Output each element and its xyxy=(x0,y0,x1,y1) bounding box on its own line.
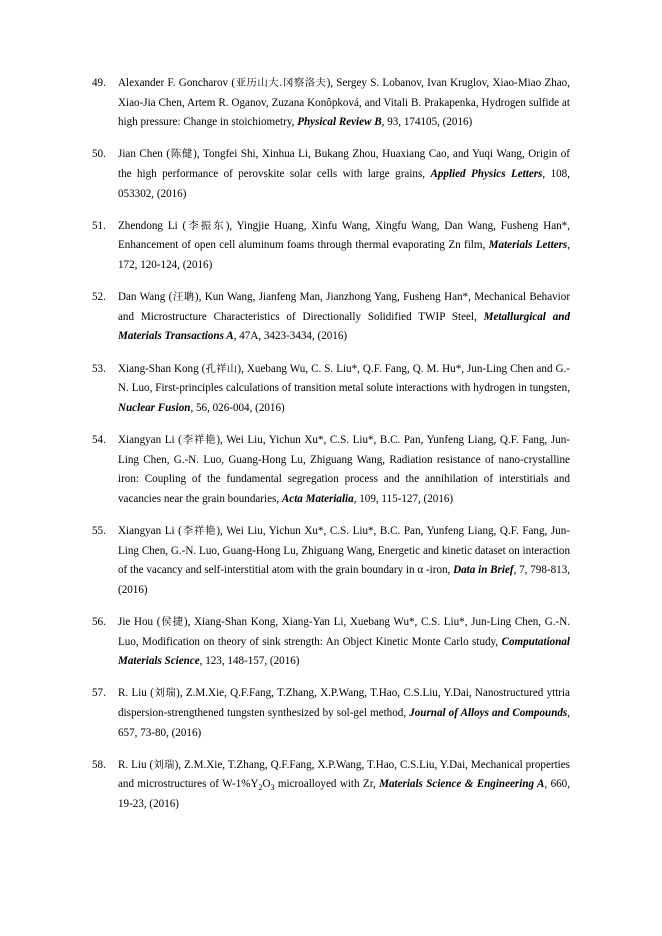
reference-chinese-name: 李祥艳 xyxy=(181,524,217,537)
reference-authors-prefix: Xiangyan Li ( xyxy=(118,524,182,537)
reference-authors-prefix: R. Liu ( xyxy=(118,687,154,700)
reference-entry-55 xyxy=(92,522,570,601)
reference-journal-name: Journal of Alloys and Compounds xyxy=(409,706,568,719)
reference-text xyxy=(118,613,570,672)
reference-text xyxy=(118,145,570,204)
reference-citation-tail: , 47A, 3423-3434, (2016) xyxy=(233,330,348,343)
chemical-element-oxygen: O xyxy=(262,778,271,791)
reference-chinese-name: 侯捷 xyxy=(160,615,184,628)
reference-citation-tail: , 109, 115-127, (2016) xyxy=(353,492,454,505)
reference-citation-tail: , 108, 053302, (2016) xyxy=(118,168,570,200)
reference-entry-57 xyxy=(92,684,570,743)
reference-chinese-name: 李振东 xyxy=(186,219,226,232)
reference-number: 57. xyxy=(92,687,106,700)
reference-entry-52 xyxy=(92,288,570,347)
reference-journal-name: Materials Science & Engineering A xyxy=(379,778,545,791)
reference-text xyxy=(118,684,570,743)
reference-authors-title: ), Kun Wang, Jianfeng Man, Jianzhong Yang, Fusheng Han*, Mechanical Behavior and Microstructure Characteristics of Directionally Solidified TWIP Steel, xyxy=(118,291,571,323)
reference-journal-name: Materials Letters xyxy=(488,239,568,252)
reference-authors-title: ), Wei Liu, Yichun Xu*, C.S. Liu*, B.C. Pan, Yunfeng Liang, Q.F. Fang, Jun-Ling Chen, G.-N. Luo, Guang-Hong Lu, Zhiguang Wang, Energetic and kinetic dataset on interaction of the vacancy and self-interstitial atom with the grain boundary in α -iron, xyxy=(118,524,571,577)
reference-text xyxy=(118,74,570,133)
reference-chinese-name: 刘瑞 xyxy=(153,687,177,700)
reference-chinese-name: 汪聃 xyxy=(172,291,195,304)
reference-authors-title: ), Tongfei Shi, Xinhua Li, Bukang Zhou, Huaxiang Cao, and Yuqi Wang, Origin of the high performance of perovskite solar cells with large grains, xyxy=(118,148,571,180)
reference-journal-name: Applied Physics Letters xyxy=(430,168,543,180)
reference-citation-tail: , 7, 798-813, (2016) xyxy=(118,564,571,596)
chemical-subscript-yttrium: 2 xyxy=(258,783,263,793)
reference-entry-49 xyxy=(92,74,570,133)
reference-title-continued: microalloyed with Zr, xyxy=(274,778,380,791)
publication-reference-list xyxy=(92,74,570,815)
reference-chinese-name: 李祥艳 xyxy=(181,433,217,446)
reference-authors-title: ), Z.M.Xie, Q.F.Fang, T.Zhang, X.P.Wang, T.Hao, C.S.Liu, Y.Dai, Nanostructured yttria dispersion-strengthened tungsten synthesized by sol-gel method, xyxy=(118,687,570,719)
reference-authors-title: ), Z.M.Xie, T.Zhang, Q.F.Fang, X.P.Wang, T.Hao, C.S.Liu, Y.Dai, Mechanical properties and microstructures of W-1%Y xyxy=(118,758,570,791)
reference-entry-58 xyxy=(92,756,570,815)
reference-entry-56 xyxy=(92,613,570,672)
reference-journal-name: Computational Materials Science xyxy=(118,635,570,668)
reference-authors-title: ), Wei Liu, Yichun Xu*, C.S. Liu*, B.C. Pan, Yunfeng Liang, Q.F. Fang, Jun-Ling Chen, G.-N. Luo, Guang-Hong Lu, Zhiguang Wang, Radiation resistance of nano-crystalline iron: Coupling of the fundamental segregation process and the annihilation of interstitials and vacancies near the grain boundaries, xyxy=(118,433,571,505)
reference-authors-title: ), Xiang-Shan Kong, Xiang-Yan Li, Xuebang Wu*, C.S. Liu*, Jun-Ling Chen, G.-N. Luo, Modification on theory of sink strength: An Object Kinetic Monte Carlo study, xyxy=(118,615,570,648)
reference-authors-prefix: Alexander F. Goncharov ( xyxy=(118,77,236,89)
reference-citation-tail: , 93, 174105, (2016) xyxy=(381,116,473,129)
chemical-subscript-oxygen: 3 xyxy=(270,783,275,793)
reference-entry-51 xyxy=(92,217,570,276)
reference-journal-name: Data in Brief xyxy=(453,564,514,577)
reference-number: 56. xyxy=(92,615,106,628)
reference-chinese-name: 刘瑞 xyxy=(153,758,175,771)
reference-number: 51. xyxy=(92,219,106,232)
reference-number: 55. xyxy=(92,524,106,537)
reference-entry-53 xyxy=(92,360,570,419)
reference-authors-prefix: Xiangyan Li ( xyxy=(118,433,182,446)
reference-authors-title: ), Yingjie Huang, Xinfu Wang, Xingfu Wang, Dan Wang, Fusheng Han*, Enhancement of open cell aluminum foams through thermal evaporating Zn film, xyxy=(118,219,570,252)
reference-text xyxy=(118,522,570,601)
reference-text xyxy=(118,360,570,419)
reference-authors-prefix: Dan Wang ( xyxy=(118,291,173,304)
reference-entry-50 xyxy=(92,145,570,204)
reference-number: 54. xyxy=(92,433,106,446)
reference-text xyxy=(118,217,570,276)
reference-journal-name: Nuclear Fusion xyxy=(118,401,191,414)
reference-citation-tail: , 56, 026-004, (2016) xyxy=(190,401,285,414)
reference-journal-name: Metallurgical and Materials Transactions A xyxy=(118,310,571,343)
reference-authors-prefix: R. Liu ( xyxy=(118,758,154,771)
reference-chinese-name: 孔祥山 xyxy=(205,362,238,375)
reference-number: 53. xyxy=(92,362,106,375)
reference-text xyxy=(118,756,570,815)
reference-citation-tail: , 657, 73-80, (2016) xyxy=(118,706,571,739)
reference-entry-54 xyxy=(92,431,570,510)
reference-journal-name: Acta Materialia xyxy=(281,492,354,505)
reference-citation-tail: , 660, 19-23, (2016) xyxy=(118,778,570,810)
reference-text xyxy=(118,431,570,510)
reference-citation-tail: , 123, 148-157, (2016) xyxy=(199,655,300,668)
reference-authors-prefix: Zhendong Li ( xyxy=(118,219,187,232)
reference-chinese-name: 陈健 xyxy=(170,148,194,161)
reference-number: 58. xyxy=(92,758,106,771)
reference-number: 50. xyxy=(92,148,106,161)
reference-chinese-name: 亚历山大.冈察洛夫 xyxy=(235,77,327,89)
reference-authors-title: ), Sergey S. Lobanov, Ivan Kruglov, Xiao-Miao Zhao, Xiao-Jia Chen, Artem R. Oganov, Zuzana Konôpková, and Vitali B. Prakapenka, Hydrogen sulfide at high pressure: Change in stoichiometry, xyxy=(118,77,570,129)
reference-text xyxy=(118,288,570,347)
reference-authors-prefix: Jian Chen ( xyxy=(118,148,171,161)
reference-number: 49. xyxy=(92,77,106,89)
reference-authors-prefix: Jie Hou ( xyxy=(118,615,161,628)
reference-authors-prefix: Xiang-Shan Kong ( xyxy=(118,362,206,375)
reference-citation-tail: , 172, 120-124, (2016) xyxy=(118,239,570,271)
reference-number: 52. xyxy=(92,291,106,304)
reference-journal-name: Physical Review B xyxy=(297,116,382,129)
reference-authors-title: ), Xuebang Wu, C. S. Liu*, Q.F. Fang, Q. M. Hu*, Jun-Ling Chen and G.-N. Luo, First-principles calculations of transition metal solute interactions with hydrogen in tungsten, xyxy=(118,362,570,395)
